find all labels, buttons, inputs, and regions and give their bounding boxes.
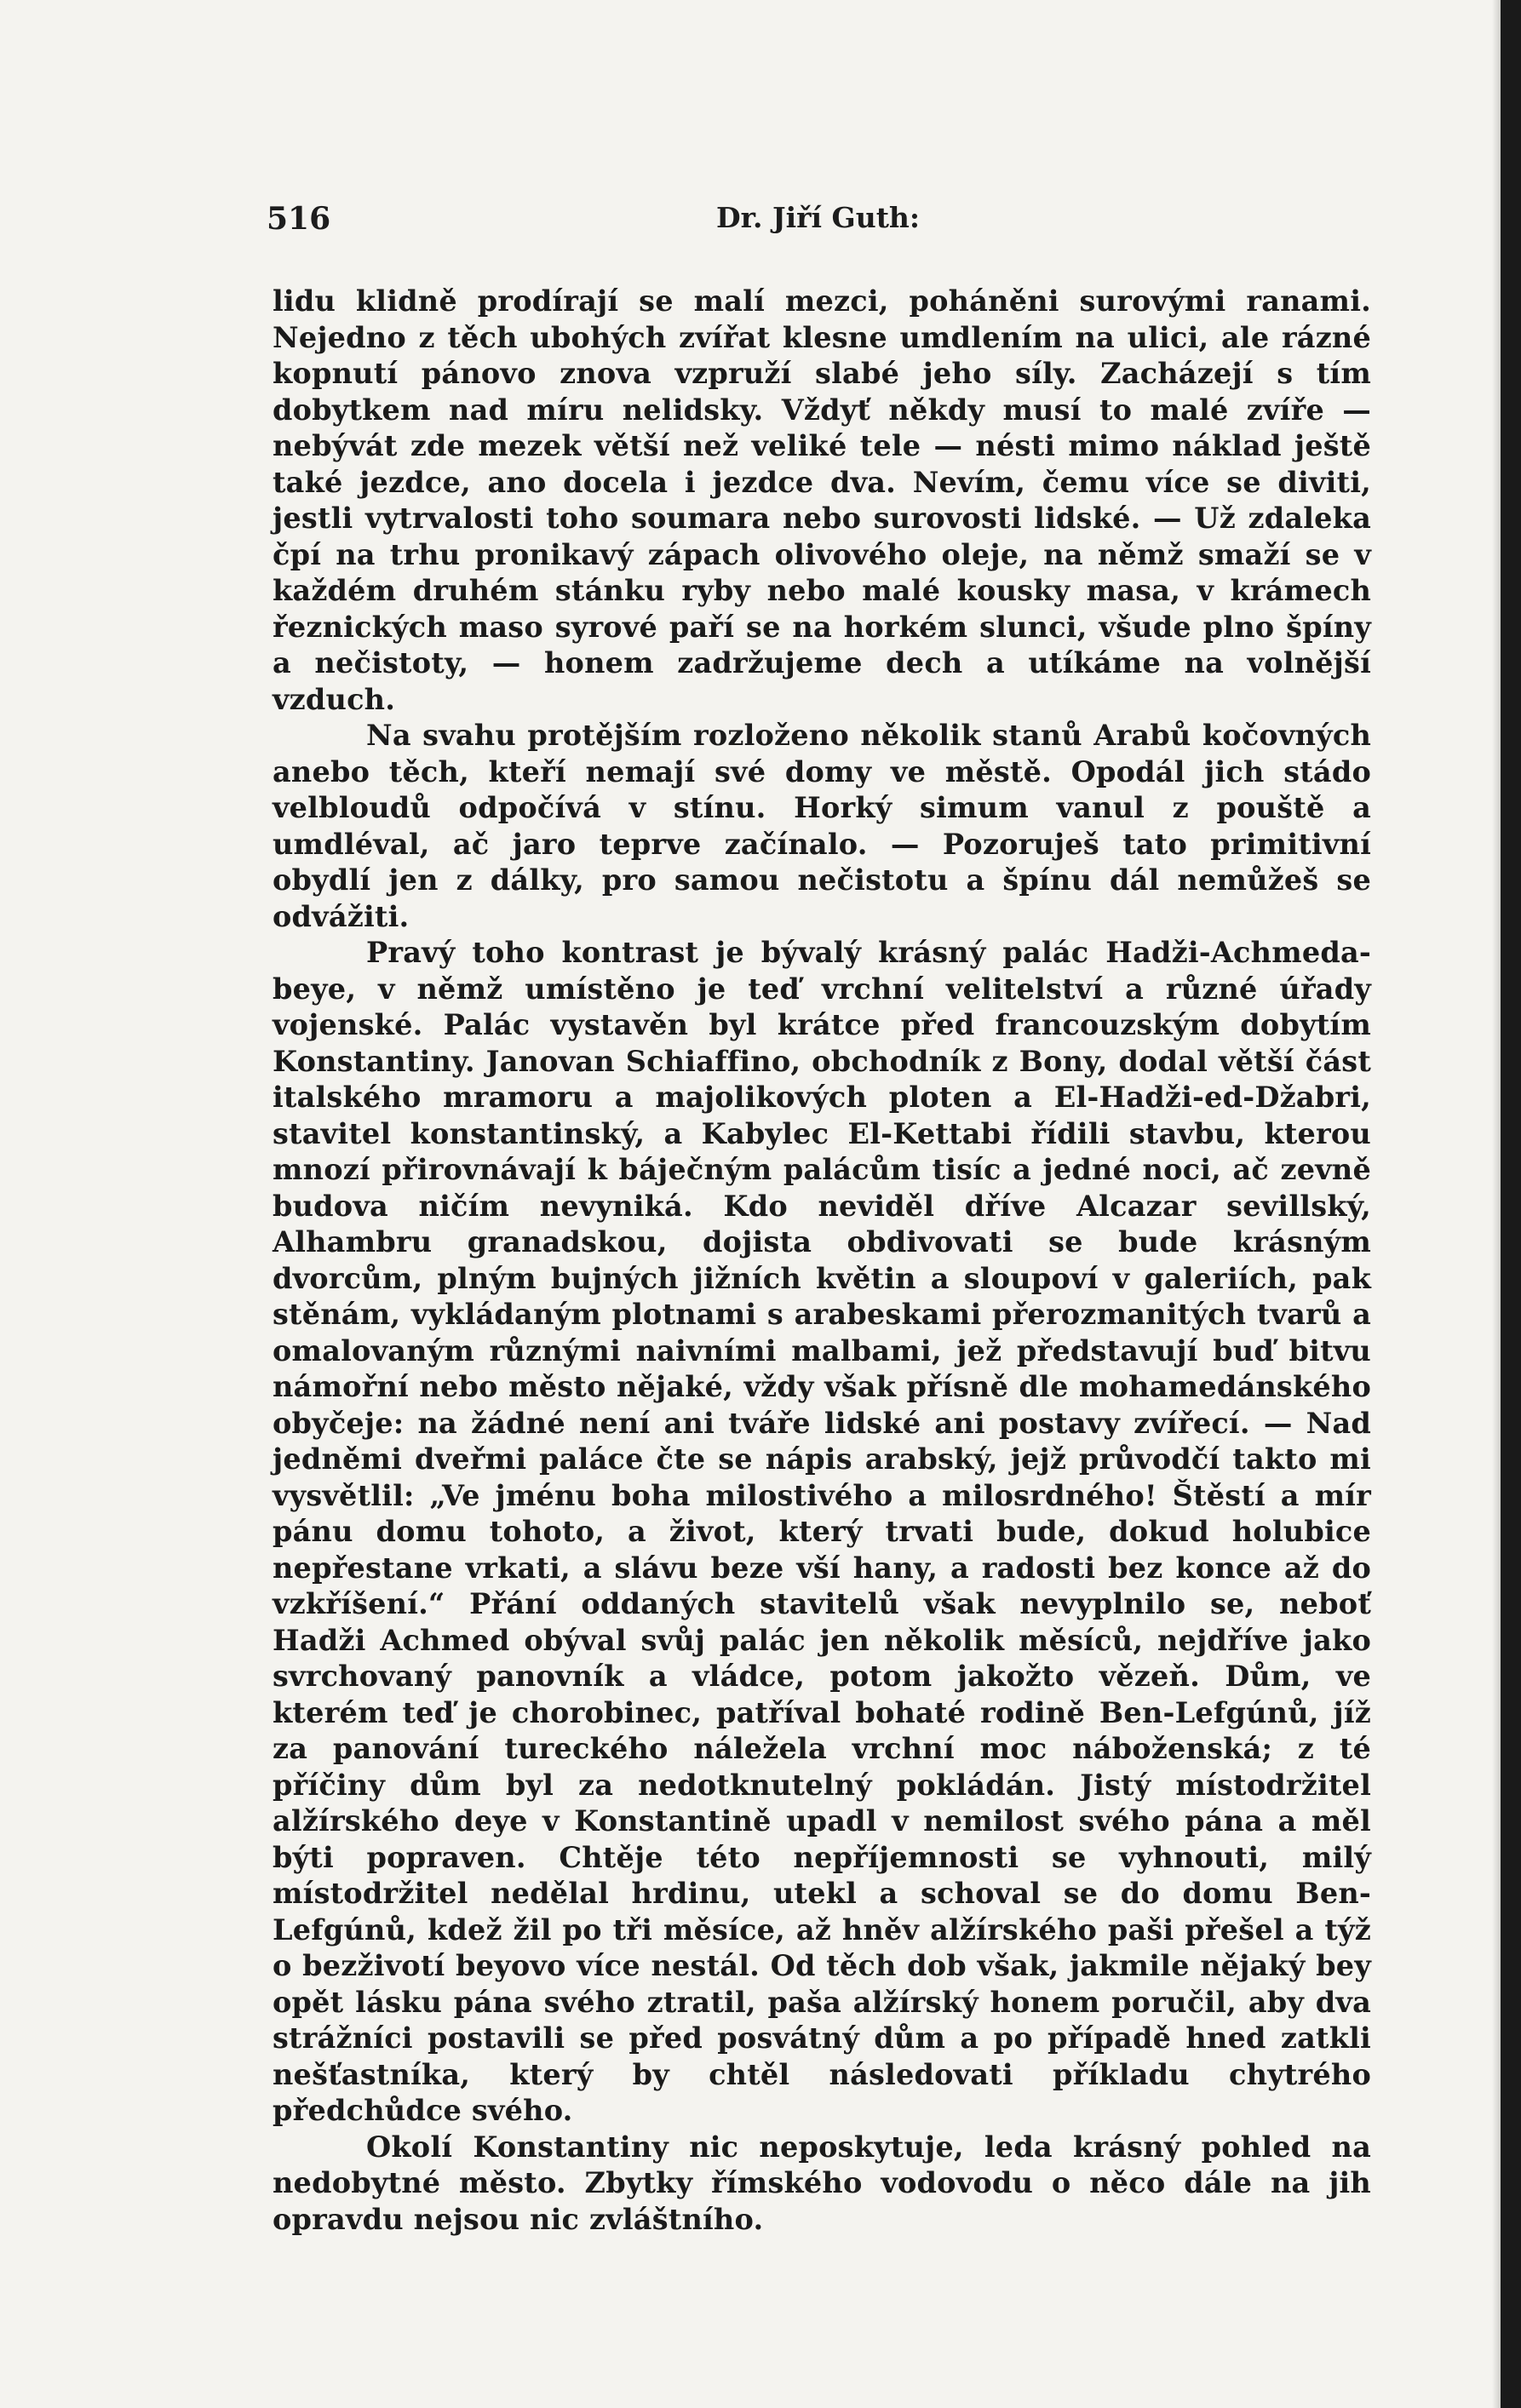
paragraph-4: Okolí Konstantiny nic neposkytuje, leda krásný pohled na nedobytné město. Zbytky římského vodovodu o něco dále na jih opravdu nejsou nic zvláštního. — [273, 2130, 1371, 2236]
page-number: 516 — [267, 201, 331, 237]
body-text — [273, 284, 1371, 2238]
running-head: Dr. Jiří Guth: — [716, 201, 921, 234]
paragraph-1: lidu klidně prodírají se malí mezci, poháněni surovými ranami. Nejedno z těch ubohých zvířat klesne umdlením na ulici, ale rázné kopnutí pánovo znova vzpruží slabé jeho síly. Zacházejí s tím dobytkem nad míru nelidsky. Vždyť někdy musí to malé zvíře — nebývát zde mezek větší než veliké tele — nésti mimo náklad ještě také jezdce, ano docela i jezdce dva. Nevím, čemu více se diviti, jestli vytrvalosti toho soumara nebo surovosti lidské. — Už zdaleka čpí na trhu pronikavý zápach olivového oleje, na němž smaží se v každém druhém stánku ryby nebo malé kousky masa, v krámech řeznických maso syrové paří se na horkém slunci, všude plno špíny a nečistoty, — honem zadržujeme dech a utíkáme na volnější vzduch. — [273, 284, 1371, 716]
page-edge-shadow — [1492, 0, 1501, 2408]
paragraph-3: Pravý toho kontrast je bývalý krásný palác Hadži-Achmeda-beye, v němž umístěno je teď vrchní velitelství a různé úřady vojenské. Palác vystavěn byl krátce před francouzským dobytím Konstantiny. Janovan Schiaffino, obchodník z Bony, dodal větší část italského mramoru a majolikových ploten a El-Hadži-ed-Džabri, stavitel konstantinský, a Kabylec El-Kettabi řídili stavbu, kterou mnozí přirovnávají k báječným palácům tisíc a jedné noci, ač zevně budova ničím nevyniká. Kdo neviděl dříve Alcazar sevillský, Alhambru granadskou, dojista obdivovati se bude krásným dvorcům, plným bujných jižních květin a sloupoví v galeriích, pak stěnám, vykládaným plotnami s arabeskami přerozmanitých tvarů a omalovaným různými naivními malbami, jež představují buď bitvu námořní nebo město nějaké, vždy však přísně dle mohamedánského obyčeje: na žádné není ani tváře lidské ani postavy zvířecí. — Nad jedněmi dveřmi paláce čte se nápis arabský, jejž průvodčí takto mi vysvětlil: „Ve jménu boha milostivého a milosrdného! Štěstí a mír pánu domu tohoto, a život, který trvati bude, dokud holubice nepřestane vrkati, a slávu beze vší hany, a radosti bez konce až do vzkříšení.“ Přání oddaných stavitelů však nevyplnilo se, neboť Hadži Achmed obýval svůj palác jen několik měsíců, nejdříve jako svrchovaný panovník a vládce, potom jakožto vězeň. Dům, ve kterém teď je chorobinec, patříval bohaté rodině Ben-Lefgúnů, jíž za panování tureckého náležela vrchní moc náboženská; z té příčiny dům byl za nedotknutelný pokládán. Jistý místodržitel alžírského deye v Konstantině upadl v nemilost svého pána a měl býti popraven. Chtěje této nepříjemnosti se vyhnouti, milý místodržitel nedělal hrdinu, utekl a schoval se do domu Ben-Lefgúnů, kdež žil po tři měsíce, až hněv alžírského paši přešel a týž o bezživotí beyovo více nestál. Od těch dob však, jakmile nějaký bey opět lásku pána svého ztratil, paša alžírský honem poručil, aby dva strážníci postavili se před posvátný dům a po případě hned zatkli nešťastníka, který by chtěl následovati příkladu chytrého předchůdce svého. — [273, 936, 1371, 2127]
paragraph-2: Na svahu protějším rozloženo několik stanů Arabů kočovných anebo těch, kteří nemají své domy ve městě. Opodál jich stádo velbloudů odpočívá v stínu. Horký simum vanul z pouště a umdléval, ač jaro teprve začínalo. — Pozoruješ tato primitivní obydlí jen z dálky, pro samou nečistotu a špínu dál nemůžeš se odvážiti. — [273, 719, 1371, 933]
page-header — [267, 201, 1374, 244]
